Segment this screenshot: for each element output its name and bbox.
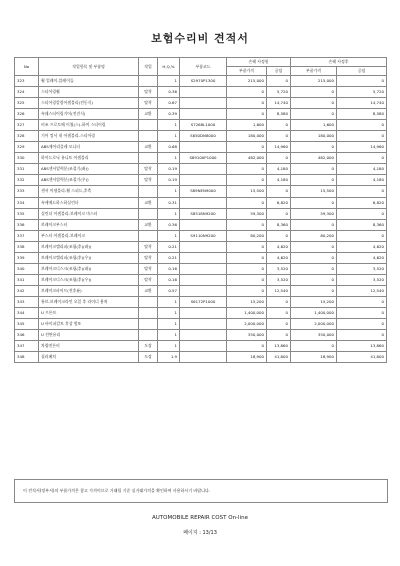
cell-work: 교환: [139, 285, 158, 296]
cell-qty: 0.19: [158, 164, 180, 175]
cell-part-price: 350,000: [227, 330, 267, 341]
cell-work: [139, 230, 158, 241]
table-row: [15, 120, 387, 131]
cell-part-price-2: 215,000: [291, 76, 337, 87]
cell-qty: 1: [158, 76, 180, 87]
cell-no: 344: [15, 307, 39, 318]
table-row: [15, 263, 387, 274]
table-header: [15, 58, 387, 76]
cell-part-price: 0: [227, 164, 267, 175]
cell-part-price-2: 0: [291, 274, 337, 285]
cell-name: 부스터 어셈블리-브레이크: [39, 230, 139, 241]
table-body: [15, 76, 387, 363]
cell-part-price: 0: [227, 241, 267, 252]
cell-code: S6172P1000: [180, 296, 227, 307]
cell-qty: 0.31: [158, 197, 180, 208]
cell-qty: 1: [158, 186, 180, 197]
cell-part-price-2: 15,500: [291, 186, 337, 197]
cell-part-price: 0: [227, 274, 267, 285]
cell-labor: 6,820: [267, 197, 291, 208]
header-name: 작업항목 및 부품명: [39, 58, 139, 76]
cell-qty: 1: [158, 330, 180, 341]
cell-labor-2: 0: [337, 296, 387, 307]
cell-no: 342: [15, 285, 39, 296]
cell-labor-2: 4,180: [337, 164, 387, 175]
header-group-repair: 손해 사정후: [291, 58, 387, 67]
cell-labor: 0: [267, 153, 291, 164]
header-part-price: 부품가격: [227, 67, 267, 76]
cell-qty: 1: [158, 131, 180, 142]
cell-labor: 0: [267, 186, 291, 197]
cell-part-price: 80,200: [227, 230, 267, 241]
cell-part-price-2: 0: [291, 252, 337, 263]
cell-labor-2: 0: [337, 307, 387, 318]
cell-name: U 바이퍼칼트 후상 범또: [39, 319, 139, 330]
cell-name: 휠 얼레이-블레이들: [39, 76, 139, 87]
cell-no: 340: [15, 263, 39, 274]
cell-part-price-2: 0: [291, 175, 337, 186]
cell-no: 341: [15, 274, 39, 285]
table-row: [15, 131, 387, 142]
table-row: [15, 164, 387, 175]
cell-code: [180, 241, 227, 252]
page-number: 페이지 : 13/13: [183, 530, 217, 536]
cell-labor-2: 0: [337, 330, 387, 341]
cell-part-price: 2,000,000: [227, 319, 267, 330]
cell-labor-2: 12,540: [337, 285, 387, 296]
cell-labor-2: 0: [337, 319, 387, 330]
cell-no: 332: [15, 175, 39, 186]
cell-part-price-2: 0: [291, 87, 337, 98]
cell-name: 비조 프로토해 이퀄(스)-하여 스티어링: [39, 120, 139, 131]
cell-labor: 0: [267, 296, 291, 307]
header-no: No: [15, 58, 39, 76]
cell-labor-2: 0: [337, 131, 387, 142]
cell-part-price-2: 0: [291, 341, 337, 352]
cell-labor-2: 4,620: [337, 241, 387, 252]
cell-labor: 0: [267, 330, 291, 341]
cell-no: 336: [15, 219, 39, 230]
cell-name: 칠러패치: [39, 352, 139, 363]
cell-part-price-2: 0: [291, 98, 337, 109]
cell-part-price: 15,500: [227, 186, 267, 197]
cell-name: 스티어링칼럼어셈블리(전동식): [39, 98, 139, 109]
cell-no: 337: [15, 230, 39, 241]
cell-labor: 0: [267, 76, 291, 87]
cell-part-price: 18,900: [227, 352, 267, 363]
cell-part-price-2: 0: [291, 142, 337, 153]
cell-work: 탈착: [139, 252, 158, 263]
cell-name: 센서 어셈블리-휠 스피드,후측: [39, 186, 139, 197]
table-row: [15, 175, 387, 186]
cell-name: U 전면유리: [39, 330, 139, 341]
cell-code: [180, 307, 227, 318]
cell-part-price: 0: [227, 252, 267, 263]
table-row: [15, 98, 387, 109]
cell-part-price-2: 0: [291, 241, 337, 252]
cell-part-price: 15,200: [227, 296, 267, 307]
cell-labor: 8,580: [267, 109, 291, 120]
cell-no: 333: [15, 186, 39, 197]
cell-qty: 0.16: [158, 263, 180, 274]
cell-labor-2: 3,520: [337, 263, 387, 274]
cell-labor-2: 6,820: [337, 197, 387, 208]
table-row: [15, 208, 387, 219]
cell-qty: 1: [158, 307, 180, 318]
cell-name: 실린더 어셈블리-브레이크 마스터: [39, 208, 139, 219]
cell-code: S7268L1000: [180, 120, 227, 131]
cell-work: 교환: [139, 142, 158, 153]
cell-labor-2: 41,800: [337, 352, 387, 363]
cell-no: 326: [15, 109, 39, 120]
cell-code: [180, 164, 227, 175]
header-part-price-2: 부품가격: [291, 67, 337, 76]
cell-qty: 1: [158, 208, 180, 219]
cell-labor-2: 0: [337, 76, 387, 87]
cell-name: ABS제어리플레 모니터: [39, 142, 139, 153]
cell-part-price-2: 80,200: [291, 230, 337, 241]
header-labor-2: 공임: [337, 67, 387, 76]
cell-code: S650DN8000: [180, 131, 227, 142]
cell-labor-2: 0: [337, 186, 387, 197]
document-title: 보험수리비 견적서: [151, 32, 249, 45]
cell-labor: 4,180: [267, 175, 291, 186]
cell-work: [139, 296, 158, 307]
table-row: [15, 330, 387, 341]
cell-work: 탈착: [139, 98, 158, 109]
cell-code: [180, 285, 227, 296]
cell-part-price: 0: [227, 197, 267, 208]
cell-work: [139, 319, 158, 330]
cell-code: [180, 252, 227, 263]
cell-qty: 0.16: [158, 274, 180, 285]
cell-work: [139, 330, 158, 341]
cell-part-price: 180,000: [227, 131, 267, 142]
estimate-table: [14, 57, 387, 363]
table-row: [15, 285, 387, 296]
cell-part-price-2: 59,300: [291, 208, 337, 219]
cell-work: 도장: [139, 352, 158, 363]
table-row: [15, 142, 387, 153]
cell-code: S2970P1300: [180, 76, 227, 87]
cell-part-price-2: 180,000: [291, 131, 337, 142]
cell-work: [139, 131, 158, 142]
header-work: 작업: [139, 58, 158, 76]
cell-code: [180, 263, 227, 274]
cell-part-price: 0: [227, 142, 267, 153]
cell-code: [180, 87, 227, 98]
cell-work: [139, 120, 158, 131]
cell-code: S9110N9200: [180, 230, 227, 241]
cell-name: 브레이크캘리퍼(조립(후)(우)): [39, 252, 139, 263]
cell-labor: 3,520: [267, 263, 291, 274]
table-row: [15, 307, 387, 318]
cell-labor-2: 0: [337, 120, 387, 131]
cell-part-price-2: 1,400,000: [291, 307, 337, 318]
table-row: [15, 274, 387, 285]
cell-labor: 4,180: [267, 164, 291, 175]
cell-part-price-2: 15,200: [291, 296, 337, 307]
cell-labor: 0: [267, 208, 291, 219]
cell-name: U 프론트: [39, 307, 139, 318]
cell-labor-2: 0: [337, 208, 387, 219]
cell-no: 330: [15, 153, 39, 164]
cell-labor-2: 0: [337, 153, 387, 164]
cell-qty: 1: [158, 230, 180, 241]
cell-labor: 0: [267, 120, 291, 131]
cell-qty: 1: [158, 153, 180, 164]
cell-qty: 1: [158, 319, 180, 330]
table-row: [15, 352, 387, 363]
cell-part-price-2: 0: [291, 164, 337, 175]
cell-part-price: 0: [227, 98, 267, 109]
cell-work: 탈착: [139, 274, 158, 285]
cell-work: 탈착: [139, 263, 158, 274]
cell-labor: 4,620: [267, 252, 291, 263]
notice-box: 이 견적서(정부서)의 부품가격은 참고 가격이므로 거래될 기준 실거래가격을 확인하여 사용하시기 바랍니다.: [14, 479, 388, 503]
table-row: [15, 296, 387, 307]
cell-name: 쇽케메드하스하실린더: [39, 197, 139, 208]
cell-no: 327: [15, 120, 39, 131]
cell-code: [180, 142, 227, 153]
cell-no: 347: [15, 341, 39, 352]
cell-qty: 1: [158, 120, 180, 131]
cell-code: [180, 274, 227, 285]
cell-name: 브레이크파이프(전후륜): [39, 285, 139, 296]
table-row: [15, 252, 387, 263]
cell-labor: 5,720: [267, 87, 291, 98]
table-row: [15, 341, 387, 352]
cell-qty: 1.9: [158, 352, 180, 363]
cell-no: 345: [15, 319, 39, 330]
cell-part-price: 482,000: [227, 153, 267, 164]
cell-labor: 8,360: [267, 219, 291, 230]
cell-labor-2: 0: [337, 230, 387, 241]
cell-part-price-2: 2,000,000: [291, 319, 337, 330]
cell-part-price: 1,400,000: [227, 307, 267, 318]
cell-code: S89NEN9000: [180, 186, 227, 197]
header-code: 부품코드: [180, 58, 227, 76]
cell-part-price: 59,300: [227, 208, 267, 219]
cell-code: [180, 98, 227, 109]
cell-part-price-2: 0: [291, 109, 337, 120]
cell-code: [180, 352, 227, 363]
cell-qty: 0.21: [158, 252, 180, 263]
cell-work: 탈착: [139, 241, 158, 252]
cell-work: [139, 76, 158, 87]
cell-work: 교환: [139, 197, 158, 208]
cell-qty: 0.67: [158, 98, 180, 109]
cell-name: 쇽쉐스티어링기어(전진식): [39, 109, 139, 120]
cell-part-price-2: 0: [291, 285, 337, 296]
cell-work: 교환: [139, 219, 158, 230]
cell-name: ABS센서압력분(조절기(우)): [39, 175, 139, 186]
cell-no: 328: [15, 131, 39, 142]
cell-part-price: 0: [227, 219, 267, 230]
cell-no: 331: [15, 164, 39, 175]
footer-text: AUTOMOBILE REPAIR COST On-line: [152, 515, 248, 521]
cell-labor-2: 4,180: [337, 175, 387, 186]
cell-qty: 1: [158, 341, 180, 352]
table-row: [15, 241, 387, 252]
cell-part-price-2: 350,000: [291, 330, 337, 341]
header-qty: H,Q,%: [158, 58, 180, 76]
cell-name: 스티어링휠: [39, 87, 139, 98]
cell-part-price-2: 18,900: [291, 352, 337, 363]
cell-work: [139, 186, 158, 197]
cell-name: 브레이크캘리퍼(조립(후)(좌)): [39, 241, 139, 252]
cell-labor: 3,520: [267, 274, 291, 285]
cell-name: 하이드로닉 유니트 어셈블리: [39, 153, 139, 164]
table-row: [15, 109, 387, 120]
cell-no: 338: [15, 241, 39, 252]
cell-labor: 0: [267, 319, 291, 330]
header-labor: 공임: [267, 67, 291, 76]
cell-no: 325: [15, 98, 39, 109]
cell-no: 343: [15, 296, 39, 307]
cell-part-price-2: 0: [291, 197, 337, 208]
cell-part-price-2: 0: [291, 219, 337, 230]
cell-labor-2: 8,360: [337, 219, 387, 230]
cell-code: [180, 197, 227, 208]
cell-name: 브레이크디스크(조립(후)(좌)): [39, 263, 139, 274]
cell-code: [180, 219, 227, 230]
cell-part-price: 0: [227, 263, 267, 274]
cell-qty: 0.36: [158, 219, 180, 230]
cell-part-price: 0: [227, 285, 267, 296]
cell-labor-2: 14,740: [337, 98, 387, 109]
cell-labor: 14,740: [267, 98, 291, 109]
cell-no: 334: [15, 197, 39, 208]
cell-code: [180, 319, 227, 330]
cell-no: 323: [15, 76, 39, 87]
cell-labor: 4,620: [267, 241, 291, 252]
table-row: [15, 219, 387, 230]
cell-part-price: 0: [227, 87, 267, 98]
cell-code: [180, 109, 227, 120]
table-row: [15, 87, 387, 98]
cell-part-price-2: 1,600: [291, 120, 337, 131]
cell-work: 도장: [139, 341, 158, 352]
cell-labor: 0: [267, 131, 291, 142]
table-row: [15, 230, 387, 241]
cell-no: 329: [15, 142, 39, 153]
cell-no: 348: [15, 352, 39, 363]
table-row: [15, 186, 387, 197]
cell-labor-2: 4,620: [337, 252, 387, 263]
cell-part-price: 0: [227, 109, 267, 120]
cell-labor-2: 5,720: [337, 87, 387, 98]
cell-name: 기어 컴서 내 어셈블리-스티어링: [39, 131, 139, 142]
cell-code: S89100P1000: [180, 153, 227, 164]
cell-part-price: 215,000: [227, 76, 267, 87]
cell-no: 335: [15, 208, 39, 219]
table-row: [15, 197, 387, 208]
cell-name: ABS센서압력분(조절기(좌)): [39, 164, 139, 175]
cell-labor: 14,960: [267, 142, 291, 153]
cell-qty: 0.68: [158, 142, 180, 153]
cell-labor-2: 14,960: [337, 142, 387, 153]
table-row: [15, 319, 387, 330]
cell-code: [180, 341, 227, 352]
cell-work: [139, 208, 158, 219]
cell-name: 차량전론비: [39, 341, 139, 352]
cell-name: 튜브-브레이크라인 오일 후 라이너 용처: [39, 296, 139, 307]
cell-labor-2: 3,520: [337, 274, 387, 285]
table-row: [15, 153, 387, 164]
cell-labor: 0: [267, 307, 291, 318]
cell-qty: 0.21: [158, 241, 180, 252]
cell-work: 교환: [139, 109, 158, 120]
cell-name: 브레이크디스크(조립(후)(우)): [39, 274, 139, 285]
cell-code: S8518N9200: [180, 208, 227, 219]
cell-work: 탈착: [139, 164, 158, 175]
cell-part-price: 1,600: [227, 120, 267, 131]
cell-qty: 0.57: [158, 285, 180, 296]
cell-work: 탈착: [139, 175, 158, 186]
cell-labor: 0: [267, 230, 291, 241]
cell-work: [139, 307, 158, 318]
cell-part-price-2: 0: [291, 263, 337, 274]
cell-qty: 0.19: [158, 175, 180, 186]
cell-qty: 1: [158, 296, 180, 307]
cell-qty: 0.36: [158, 87, 180, 98]
cell-labor-2: 8,580: [337, 109, 387, 120]
cell-no: 339: [15, 252, 39, 263]
cell-part-price-2: 482,000: [291, 153, 337, 164]
cell-name: 브레이크부스터: [39, 219, 139, 230]
cell-labor: 13,860: [267, 341, 291, 352]
cell-code: [180, 175, 227, 186]
cell-labor: 41,800: [267, 352, 291, 363]
cell-work: [139, 153, 158, 164]
cell-no: 346: [15, 330, 39, 341]
cell-no: 324: [15, 87, 39, 98]
cell-part-price: 0: [227, 341, 267, 352]
cell-labor: 12,540: [267, 285, 291, 296]
cell-work: 탈착: [139, 87, 158, 98]
cell-qty: 0.39: [158, 109, 180, 120]
cell-labor-2: 13,860: [337, 341, 387, 352]
cell-part-price: 0: [227, 175, 267, 186]
header-group-insurer: 손해 사정원: [227, 58, 291, 67]
table-row: [15, 76, 387, 87]
cell-code: [180, 330, 227, 341]
